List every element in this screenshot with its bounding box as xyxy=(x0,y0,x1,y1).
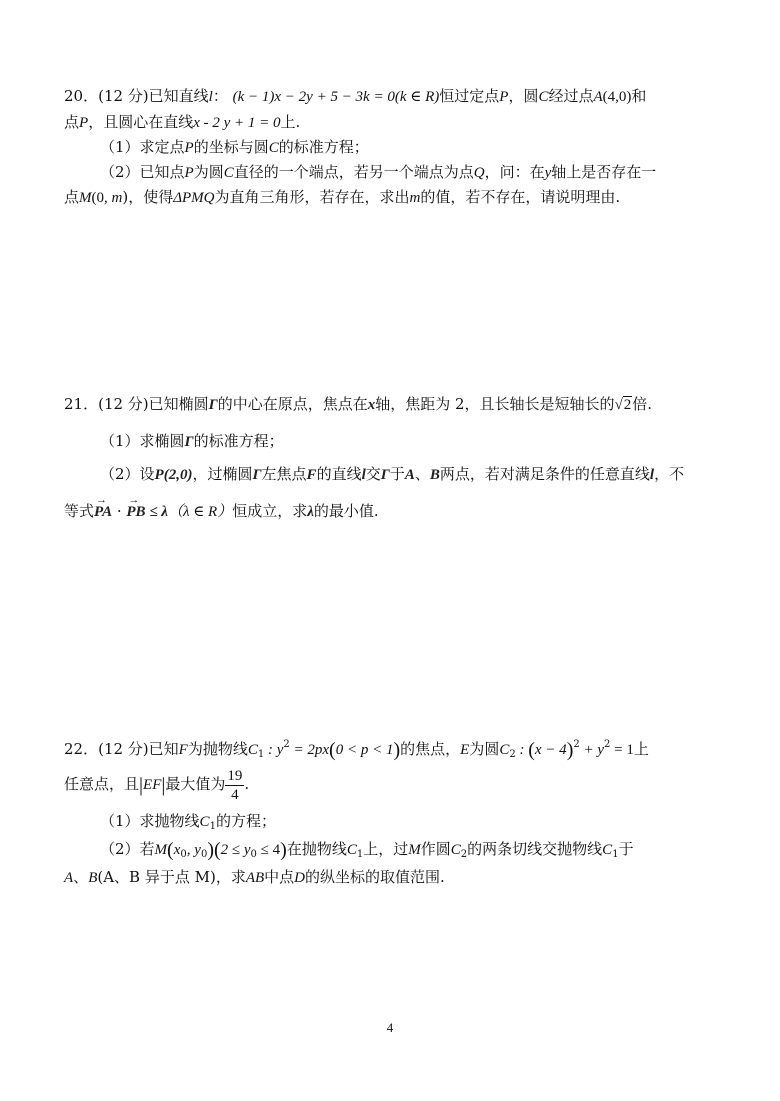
q22-line3: （1）求抛物线$C_1$的方程； xyxy=(100,812,276,832)
q21-line4: 等式→ PA · → PB ≤ λ（λ ∈ R）恒成立，求λ的最小值. xyxy=(64,499,718,524)
q21-line2: （1）求椭圆Γ的标准方程； xyxy=(100,432,284,450)
q20-line4: （2）已知点P为圆C直径的一个端点，若另一个端点为点Q，问：在y轴上是否存在一 xyxy=(100,163,657,181)
q22-line1: 22．(12 分)已知F为抛物线$C_1$ : $y^2 = 2px(0 < p < 1)$的焦点，E为圆$C_2$ : $(x - 4)^2 + y^2 = 1$上 xyxy=(64,739,649,761)
q21-line3: （2）设P(2,0)，过椭圆Γ左焦点F的直线l交Γ于A、B两点，若对满足条件的任意直线l，不 xyxy=(100,465,685,483)
q20-line2: 点P，且圆心在直线x - 2 y + 1 = 0上. xyxy=(64,113,301,131)
vector-pa: → PA xyxy=(94,500,112,524)
vector-pb: → PB xyxy=(126,500,145,524)
q21-line1: 21．(12 分)已知椭圆Γ的中心在原点，焦点在x轴，焦距为 2，且长轴长是短轴长的√2倍. xyxy=(64,395,653,413)
q20-line5: 点M(0, m)，使得ΔPMQ为直角三角形，若存在，求出m的值，若不存在，请说明理由. xyxy=(64,188,621,206)
q22-line2: 任意点，且|EF|最大值为 $\frac{19}{4}$ . xyxy=(64,767,250,803)
fraction-19-4: $\frac{19}{4}$ xyxy=(227,767,243,803)
q20-line1: 20．(12 分)已知直线l： (k − 1)x − 2y + 5 − 3k = 0(k ∈ R)恒过定点P，圆C经过点A(4,0)和 xyxy=(64,87,647,105)
q22-line5: A、B(A、B 异于点 M)，求AB中点D的纵坐标的取值范围. xyxy=(64,868,445,886)
sqrt-2: √2 xyxy=(614,397,632,413)
q20-line3: （1）求定点P的坐标与圆C的标准方程； xyxy=(100,138,369,156)
q22-line4: （2）若$M(x_0$, $y_0)(2 \le y_0 \le 4)$在抛物线$C_1$上，过M作圆$C_2$的两条切线交抛物线$C_1$于 xyxy=(100,839,634,861)
page-number: 4 xyxy=(386,1020,394,1035)
